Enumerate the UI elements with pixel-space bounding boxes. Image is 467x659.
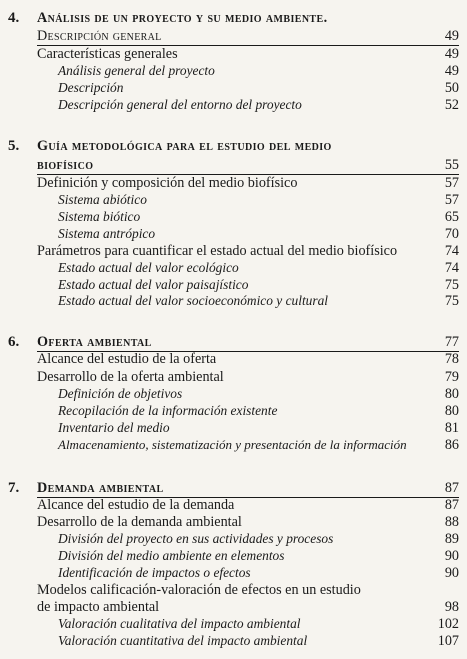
chapter-6-heading [0, 333, 467, 351]
entry-label: Estado actual del valor paisajístico [58, 277, 249, 292]
chapter-page: 77 [444, 334, 459, 350]
toc-entry [0, 419, 467, 437]
entry-page: 102 [437, 616, 459, 632]
toc-entry [0, 513, 467, 531]
toc-entry [0, 564, 467, 582]
entry-page: 49 [444, 63, 459, 79]
toc-entry [0, 27, 467, 45]
entry-label: de impacto ambiental [37, 599, 160, 615]
entry-label: Alcance del estudio de la demanda [37, 497, 235, 513]
toc-entry [0, 96, 467, 114]
entry-page: 79 [444, 369, 459, 385]
entry-label: Características generales [37, 46, 178, 62]
entry-page: 98 [444, 599, 459, 615]
entry-page: 75 [444, 293, 459, 309]
entry-label: Descripción [58, 80, 124, 95]
entry-label: Sistema abiótico [58, 192, 147, 207]
entry-label: Descripción general del entorno del proyecto [58, 97, 302, 112]
entry-page: 107 [437, 633, 459, 649]
entry-label: Sistema biótico [58, 209, 141, 224]
toc-entry [0, 385, 467, 403]
entry-page: 89 [444, 531, 459, 547]
chapter-page: 55 [444, 157, 459, 173]
chapter-4-heading [0, 9, 467, 27]
chapter-page: 87 [444, 480, 459, 496]
toc-entry [0, 598, 467, 616]
entry-page: 80 [444, 403, 459, 419]
entry-page: 74 [444, 260, 459, 276]
entry-page: 74 [444, 243, 459, 259]
entry-label: Identificación de impactos o efectos [58, 565, 251, 580]
toc-entry [0, 242, 467, 260]
entry-page: 57 [444, 192, 459, 208]
toc-entry [0, 45, 467, 63]
toc-entry [0, 208, 467, 226]
chapter-title: Guía metodológica para el estudio del medio [37, 138, 332, 154]
entry-page: 49 [444, 46, 459, 62]
chapter-5-heading-cont [0, 156, 467, 174]
entry-label: Definición y composición del medio biofísico [37, 175, 298, 191]
chapter-title-cont: biofísico [37, 157, 94, 173]
entry-label: Desarrollo de la demanda ambiental [37, 514, 242, 530]
entry-page: 90 [444, 565, 459, 581]
entry-label: División del medio ambiente en elementos [58, 548, 285, 563]
entry-page: 88 [444, 514, 459, 530]
toc-entry [0, 174, 467, 192]
chapter-number: 5. [8, 138, 20, 154]
chapter-title: Análisis de un proyecto y su medio ambiente. [37, 10, 328, 26]
toc-entry [0, 79, 467, 97]
entry-page: 52 [444, 97, 459, 113]
toc-entry [0, 225, 467, 243]
toc-entry [0, 191, 467, 209]
entry-label: Definición de objetivos [58, 386, 183, 401]
chapter-number: 6. [8, 334, 20, 350]
toc-entry [0, 402, 467, 420]
toc-entry [0, 350, 467, 368]
chapter-title: Oferta ambiental [37, 334, 152, 350]
entry-label: Valoración cuantitativa del impacto ambiental [58, 633, 308, 648]
toc-entry [0, 615, 467, 633]
entry-label: Desarrollo de la oferta ambiental [37, 369, 224, 385]
toc-entry [0, 530, 467, 548]
toc-entry [0, 436, 467, 454]
entry-page: 86 [444, 437, 459, 453]
entry-page: 87 [444, 497, 459, 513]
toc-entry [0, 259, 467, 277]
toc-entry [0, 632, 467, 650]
entry-page: 75 [444, 277, 459, 293]
entry-label: Recopilación de la información existente [58, 403, 278, 418]
chapter-number: 4. [8, 10, 20, 26]
entry-label: Almacenamiento, sistematización y presentación de la información [58, 437, 407, 452]
entry-page: 78 [444, 351, 459, 367]
entry-label: Parámetros para cuantificar el estado actual del medio biofísico [37, 243, 398, 259]
toc-entry [0, 292, 467, 310]
entry-label: Inventario del medio [58, 420, 170, 435]
entry-label: Alcance del estudio de la oferta [37, 351, 217, 367]
entry-label: Estado actual del valor ecológico [58, 260, 239, 275]
entry-label: Modelos calificación-valoración de efectos en un estudio [37, 582, 361, 598]
toc-entry [0, 496, 467, 514]
entry-page: 65 [444, 209, 459, 225]
entry-page: 81 [444, 420, 459, 436]
toc-entry [0, 62, 467, 80]
entry-label: Descripción general [37, 28, 162, 44]
entry-page: 50 [444, 80, 459, 96]
entry-page: 57 [444, 175, 459, 191]
entry-label: Estado actual del valor socioeconómico y cultural [58, 293, 328, 308]
toc-entry [0, 547, 467, 565]
entry-page: 80 [444, 386, 459, 402]
entry-label: División del proyecto en sus actividades y procesos [58, 531, 334, 546]
entry-label: Sistema antrópico [58, 226, 156, 241]
entry-page: 90 [444, 548, 459, 564]
chapter-title: Demanda ambiental [37, 480, 164, 496]
entry-label: Análisis general del proyecto [58, 63, 215, 78]
entry-page: 49 [444, 28, 459, 44]
chapter-7-heading [0, 479, 467, 497]
entry-page: 70 [444, 226, 459, 242]
entry-label: Valoración cualitativa del impacto ambiental [58, 616, 301, 631]
toc-entry [0, 368, 467, 386]
chapter-number: 7. [8, 480, 20, 496]
chapter-5-heading [0, 137, 467, 155]
toc-entry [0, 581, 467, 599]
